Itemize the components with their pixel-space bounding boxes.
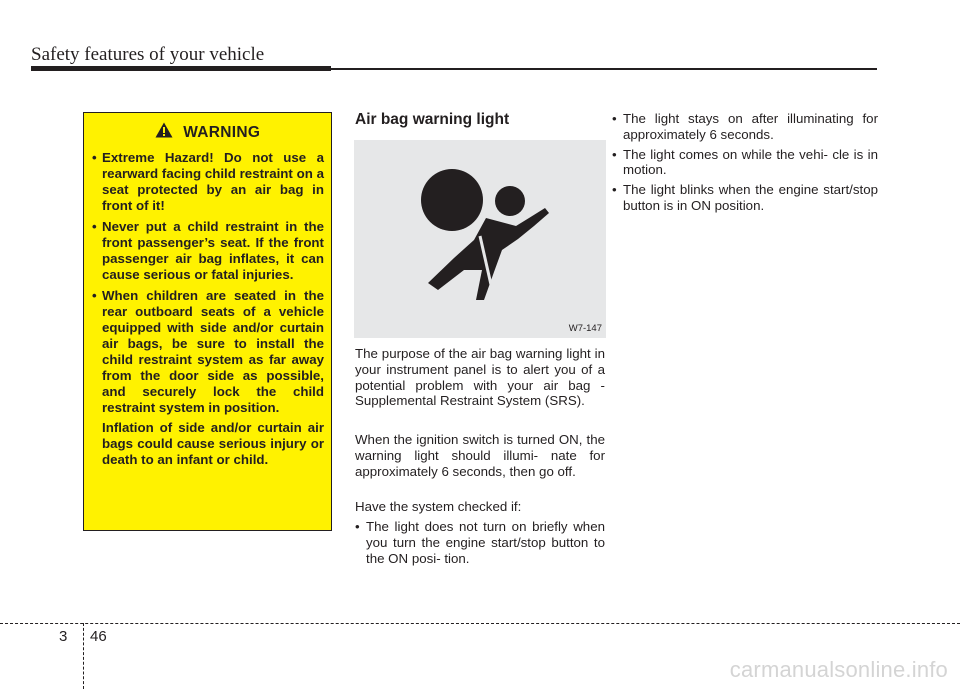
- footer-divider: [83, 623, 84, 689]
- header-rule: [31, 66, 331, 71]
- check-bullet: • The light stays on after illuminating for approximately 6 seconds.: [612, 111, 878, 142]
- warning-list: [92, 150, 324, 473]
- warning-box: [83, 112, 332, 531]
- warning-heading-text: WARNING: [183, 123, 261, 141]
- paragraph-ignition: When the ignition switch is turned ON, the warning light should illumi- nate for approximately 6 seconds, then go off.: [355, 432, 605, 479]
- figure-code: W7-147: [568, 323, 602, 334]
- page-header-title: Safety features of your vehicle: [31, 44, 265, 65]
- header-rule-thin: [331, 68, 877, 70]
- airbag-warning-light-icon: [354, 140, 606, 338]
- watermark: carmanualsonline.info: [729, 657, 948, 682]
- footer-rule: [0, 623, 960, 624]
- airbag-warning-light-figure: [354, 140, 606, 338]
- warning-triangle-icon: [155, 122, 173, 143]
- right-column: [612, 111, 878, 218]
- section-title: Air bag warning light: [355, 111, 510, 128]
- warning-extra-paragraph: Inflation of side and/or curtain air bags could cause serious injury or death to an infant or child.: [102, 420, 324, 467]
- check-bullet: • The light blinks when the engine start/stop button is in ON position.: [612, 182, 878, 213]
- warning-item: • When children are seated in the rear outboard seats of a vehicle equipped with side and/or curtain air bags, be sure to install the child restraint system as far away from the door side as possible, and securely lock the child restraint system in position. Inflation of side and/or curtain air bags could cause serious injury or death to an infant or child.: [92, 288, 324, 467]
- warning-item: • Never put a child restraint in the front passenger’s seat. If the front passenger air bag inflates, it can cause serious or fatal injuries.: [92, 219, 324, 282]
- paragraph-purpose: The purpose of the air bag warning light in your instrument panel is to alert you of a potential problem with your air bag - Supplemental Restraint System (SRS).: [355, 346, 605, 409]
- check-bullet: • The light does not turn on briefly when you turn the engine start/stop button to the ON posi- tion.: [355, 519, 605, 566]
- chapter-number: 3: [59, 628, 68, 645]
- warning-item: • Extreme Hazard! Do not use a rearward facing child restraint on a seat protected by an air bag in front of it!: [92, 150, 324, 213]
- paragraph-checked-if: Have the system checked if:: [355, 499, 522, 514]
- warning-heading: [84, 122, 331, 144]
- page-number: 46: [90, 628, 107, 645]
- check-bullet: • The light comes on while the vehi- cle is in motion.: [612, 146, 878, 178]
